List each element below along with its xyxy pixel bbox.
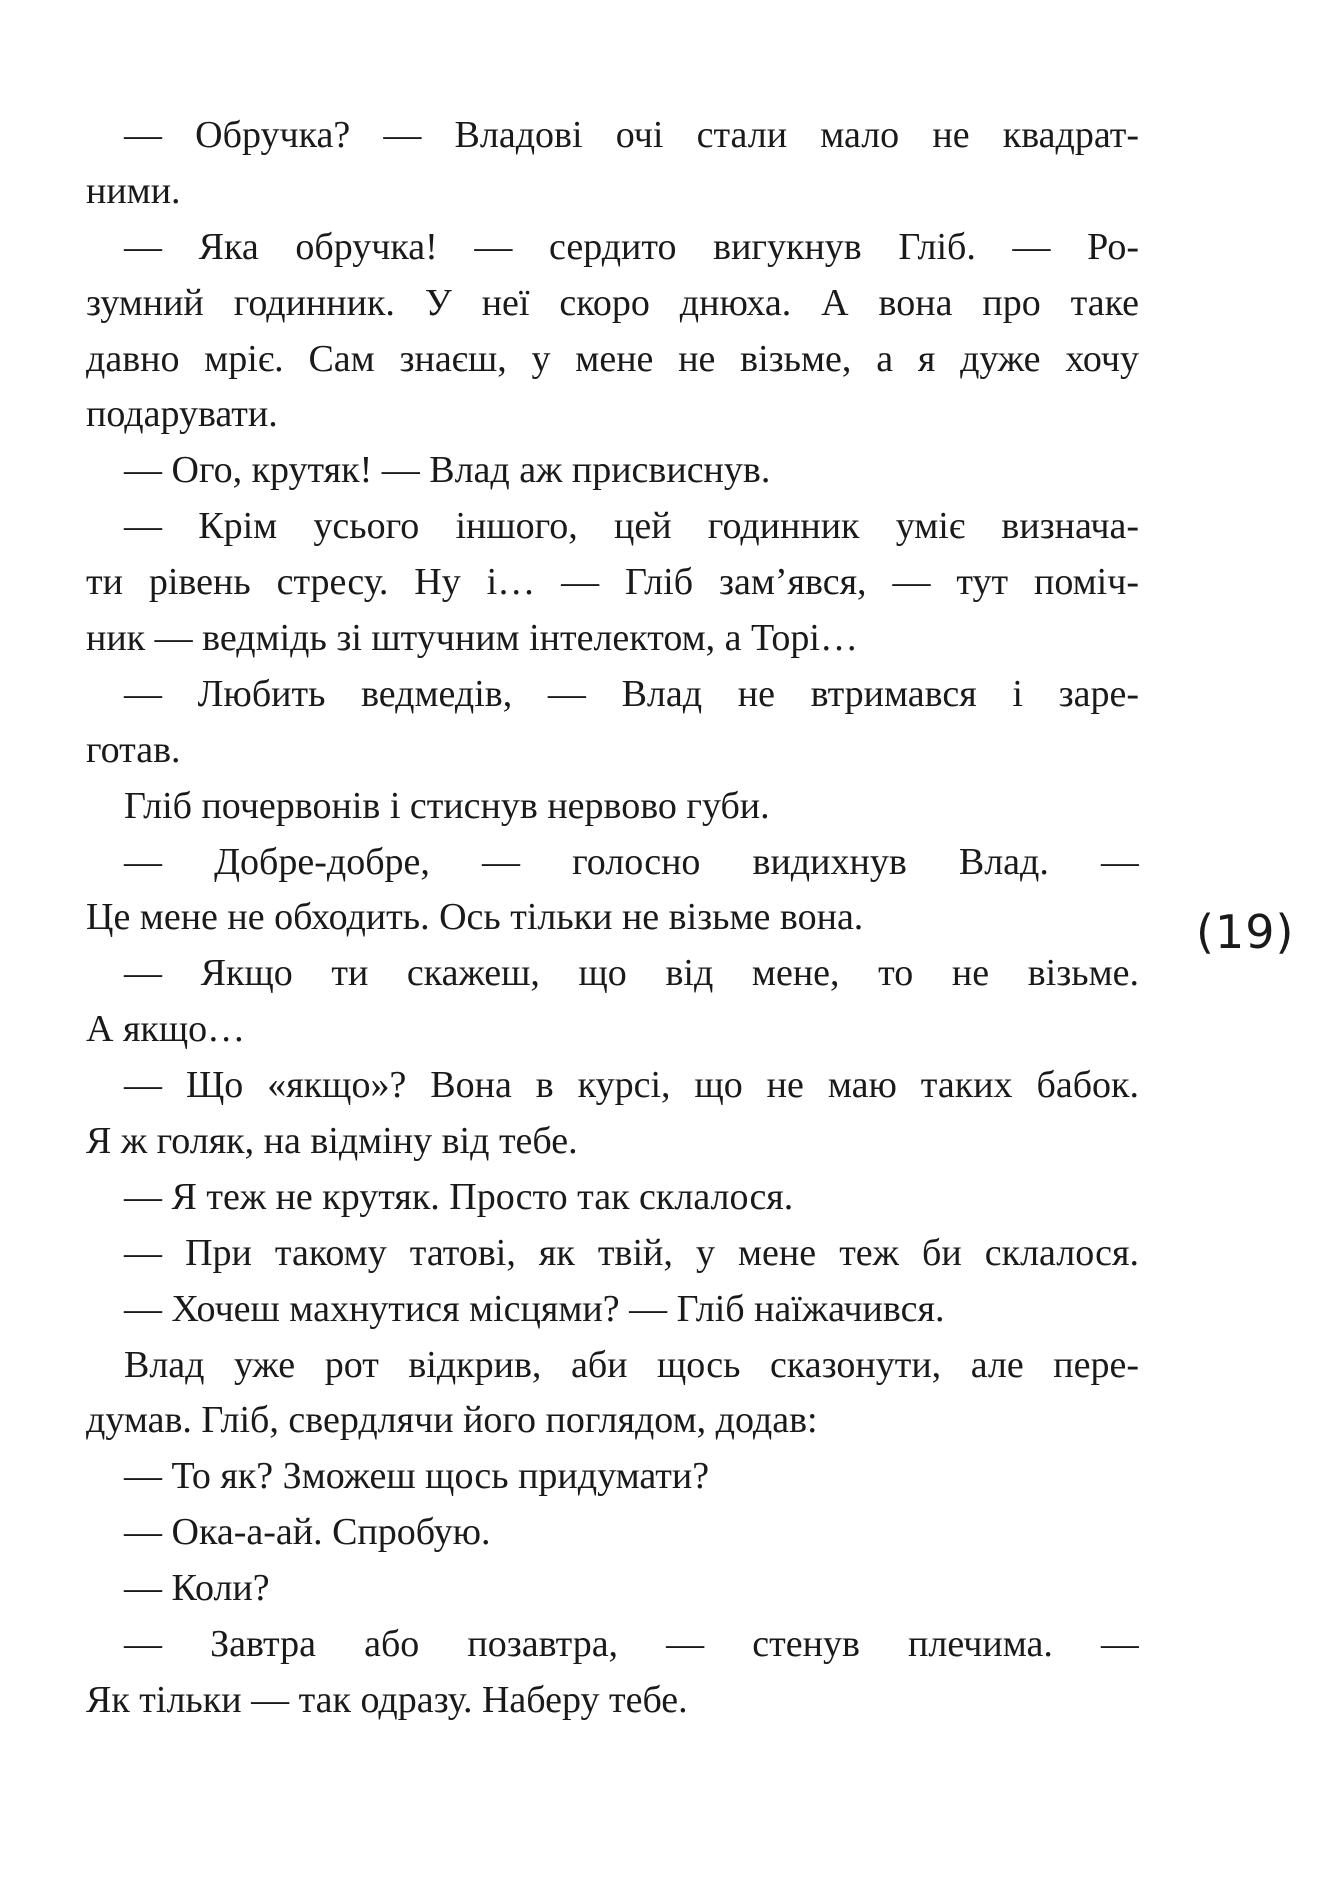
text-line: — Яка обручка! — сердито вигукнув Гліб. — Ро- [124, 225, 1139, 268]
text-line: ними. [86, 169, 181, 212]
text-line: — Завтра або позавтра, — стенув плечима. — [124, 1623, 1139, 1666]
text-line: думав. Гліб, свердлячи його поглядом, додав: [86, 1399, 818, 1442]
text-line: Як тільки — так одразу. Наберу тебе. [86, 1678, 688, 1721]
text-line: — Хочеш махнутися місцями? — Гліб наїжачився. [124, 1287, 945, 1330]
text-line: Я ж голяк, на відміну від тебе. [86, 1120, 578, 1163]
text-line: — Я теж не крутяк. Просто так склалося. [124, 1175, 794, 1218]
text-line: — Любить ведмедів, — Влад не втримався і заре- [124, 672, 1139, 715]
body-text [86, 108, 1139, 1729]
text-line: А якщо… [86, 1008, 246, 1051]
text-line: — Обручка? — Владові очі стали мало не квадрат- [124, 114, 1139, 156]
text-line: Це мене не обходить. Ось тільки не візьме вона. [86, 896, 864, 939]
text-line: — Що «якщо»? Вона в курсі, що не маю таких бабок. [124, 1064, 1139, 1107]
text-line: — То як? Зможеш щось придумати? [124, 1455, 710, 1498]
text-line: Гліб почервонів і стиснув нервово губи. [124, 784, 770, 827]
text-line: Влад уже рот відкрив, аби щось сказонути, але пере- [124, 1343, 1139, 1386]
text-line: — Крім усього іншого, цей годинник уміє визнача- [124, 505, 1139, 548]
text-line: — Ого, крутяк! — Влад аж присвиснув. [124, 449, 771, 492]
text-line: — При такому татові, як твій, у мене теж би склалося. [124, 1231, 1139, 1274]
text-line: давно мріє. Сам знаєш, у мене не візьме, а я дуже хочу [86, 337, 1139, 380]
text-line: зумний годинник. У неї скоро днюха. А вона про таке [86, 281, 1139, 324]
text-line: — Коли? [124, 1567, 270, 1610]
text-line: — Ока-а-ай. Спробую. [124, 1511, 491, 1554]
text-line: — Добре-добре, — голосно видихнув Влад. — [124, 840, 1139, 883]
text-line: ти рівень стресу. Ну і… — Гліб зам’явся, — тут поміч- [86, 561, 1139, 604]
page-number: (19) [1196, 905, 1295, 959]
text-line: готав. [86, 728, 181, 771]
text-line: — Якщо ти скажеш, що від мене, то не візьме. [124, 952, 1139, 995]
text-line: ник — ведмідь зі штучним інтелектом, а Торі… [86, 617, 858, 660]
text-line: подарувати. [86, 393, 278, 436]
